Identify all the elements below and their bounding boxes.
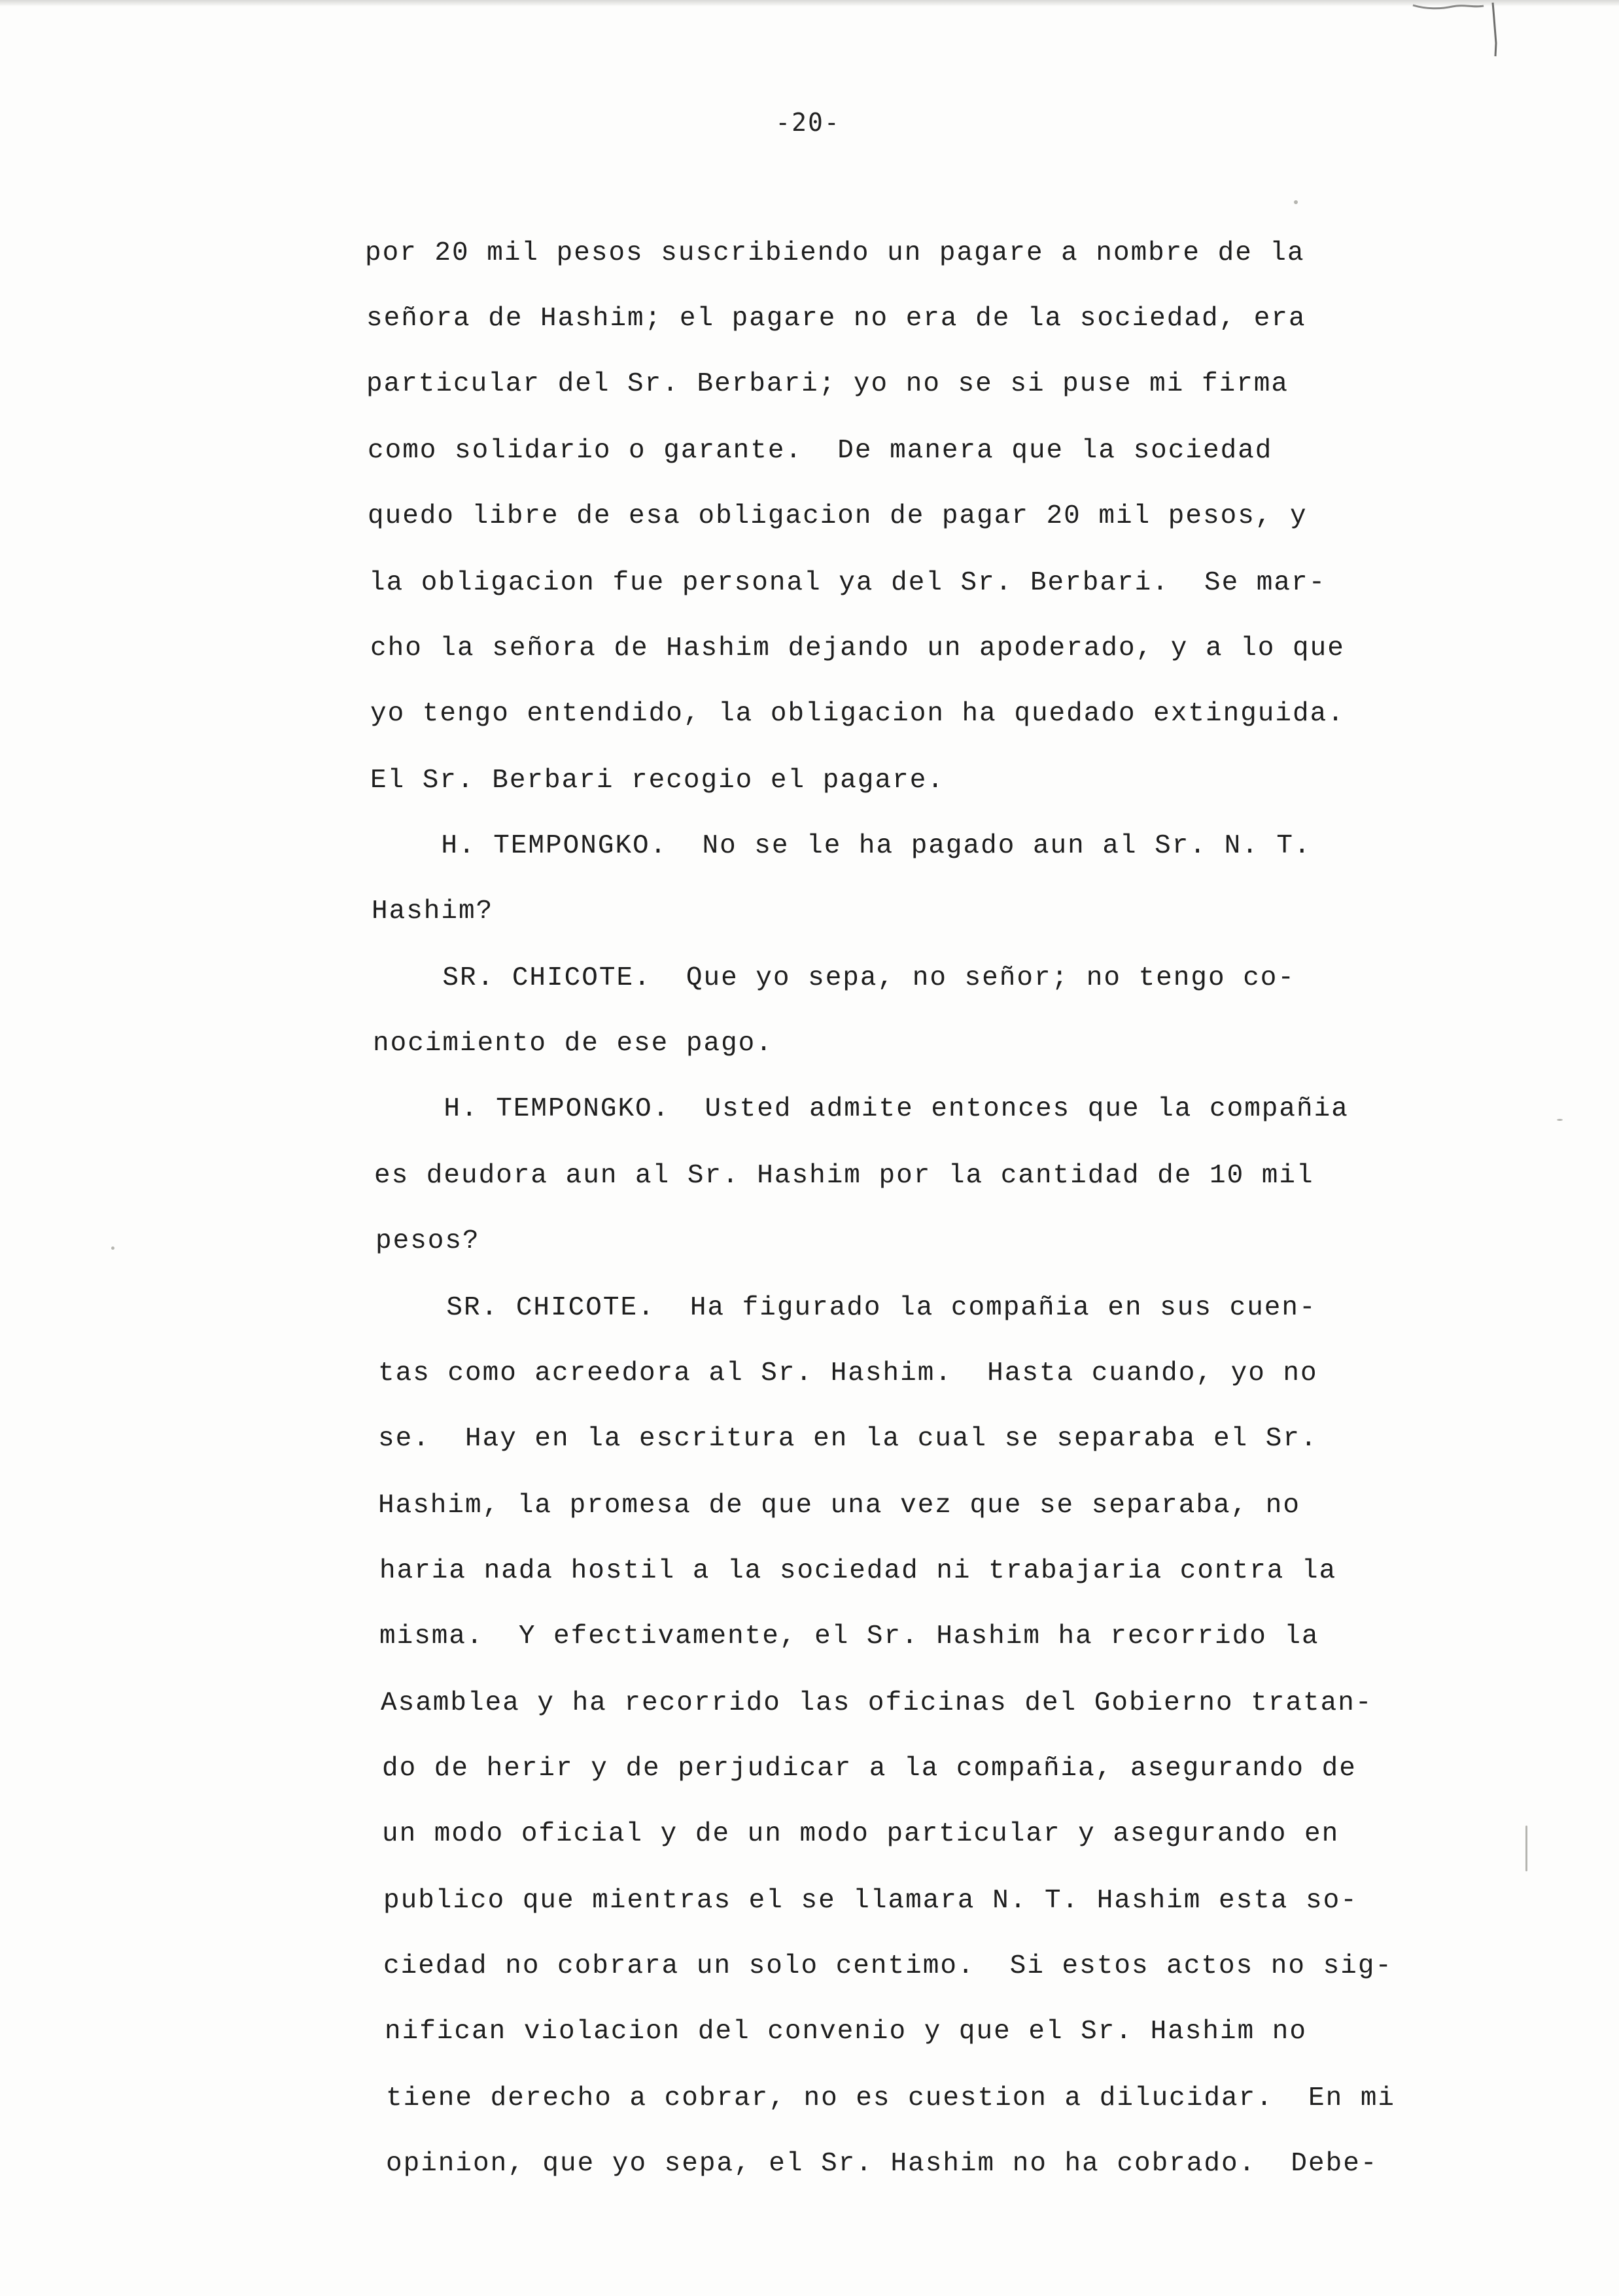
text-line: nocimiento de ese pago. — [373, 1029, 773, 1059]
text-line: cho la señora de Hashim dejando un apoderado, y a lo que — [370, 633, 1345, 663]
text-line: señora de Hashim; el pagare no era de la sociedad, era — [366, 304, 1306, 334]
text-line: haria nada hostil a la sociedad ni trabajaria contra la — [379, 1556, 1337, 1586]
text-line: Hashim? — [372, 896, 494, 927]
page-number: -20- — [775, 108, 841, 137]
speaker-line: H. TEMPONGKO. Usted admite entonces que la compañia — [374, 1094, 1349, 1124]
text-line: El Sr. Berbari recogio el pagare. — [370, 766, 945, 796]
text-line: quedo libre de esa obligacion de pagar 20 mil pesos, y — [368, 501, 1308, 531]
text-line: ciedad no cobrara un solo centimo. Si estos actos no sig- — [383, 1951, 1393, 1981]
text-line: la obligacion fue personal ya del Sr. Berbari. Se mar- — [369, 568, 1327, 598]
paper-speck — [111, 1246, 114, 1250]
paper-speck — [1557, 1119, 1563, 1121]
speaker-line: SR. CHICOTE. Que yo sepa, no señor; no tengo co- — [373, 963, 1296, 993]
speaker-line: SR. CHICOTE. Ha figurado la compañia en sus cuen- — [377, 1293, 1317, 1323]
text-line: particular del Sr. Berbari; yo no se si puse mi firma — [366, 369, 1289, 399]
page-top-edge — [0, 0, 1619, 7]
text-line: es deudora aun al Sr. Hashim por la cantidad de 10 mil — [374, 1161, 1314, 1191]
paper-speck — [1525, 1826, 1527, 1871]
text-line: pesos? — [375, 1226, 480, 1256]
speaker-line: H. TEMPONGKO. No se le ha pagado aun al Sr. N. T. — [372, 831, 1312, 861]
text-line: por 20 mil pesos suscribiendo un pagare a nombre de la — [365, 238, 1305, 268]
text-line: como solidario o garante. De manera que la sociedad — [368, 436, 1273, 466]
text-line: Hashim, la promesa de que una vez que se separaba, no — [378, 1491, 1301, 1521]
text-line: misma. Y efectivamente, el Sr. Hashim ha recorrido la — [379, 1621, 1319, 1651]
pencil-mark-icon — [1406, 0, 1511, 62]
text-line: opinion, que yo sepa, el Sr. Hashim no ha cobrado. Debe- — [386, 2149, 1378, 2179]
text-line: un modo oficial y de un modo particular y asegurando en — [382, 1819, 1340, 1849]
text-line: Asamblea y ha recorrido las oficinas del Gobierno tratan- — [381, 1688, 1373, 1718]
text-line: se. Hay en la escritura en la cual se separaba el Sr. — [378, 1424, 1318, 1454]
text-line: nifican violacion del convenio y que el Sr. Hashim no — [385, 2017, 1308, 2047]
paper-speck — [1294, 200, 1298, 204]
text-line: yo tengo entendido, la obligacion ha quedado extinguida. — [370, 699, 1345, 729]
text-line: do de herir y de perjudicar a la compañia, asegurando de — [382, 1754, 1357, 1784]
text-line: tas como acreedora al Sr. Hashim. Hasta cuando, yo no — [378, 1358, 1318, 1388]
text-line: tiene derecho a cobrar, no es cuestion a dilucidar. En mi — [386, 2083, 1396, 2113]
text-line: publico que mientras el se llamara N. T. Hashim esta so- — [383, 1886, 1358, 1916]
